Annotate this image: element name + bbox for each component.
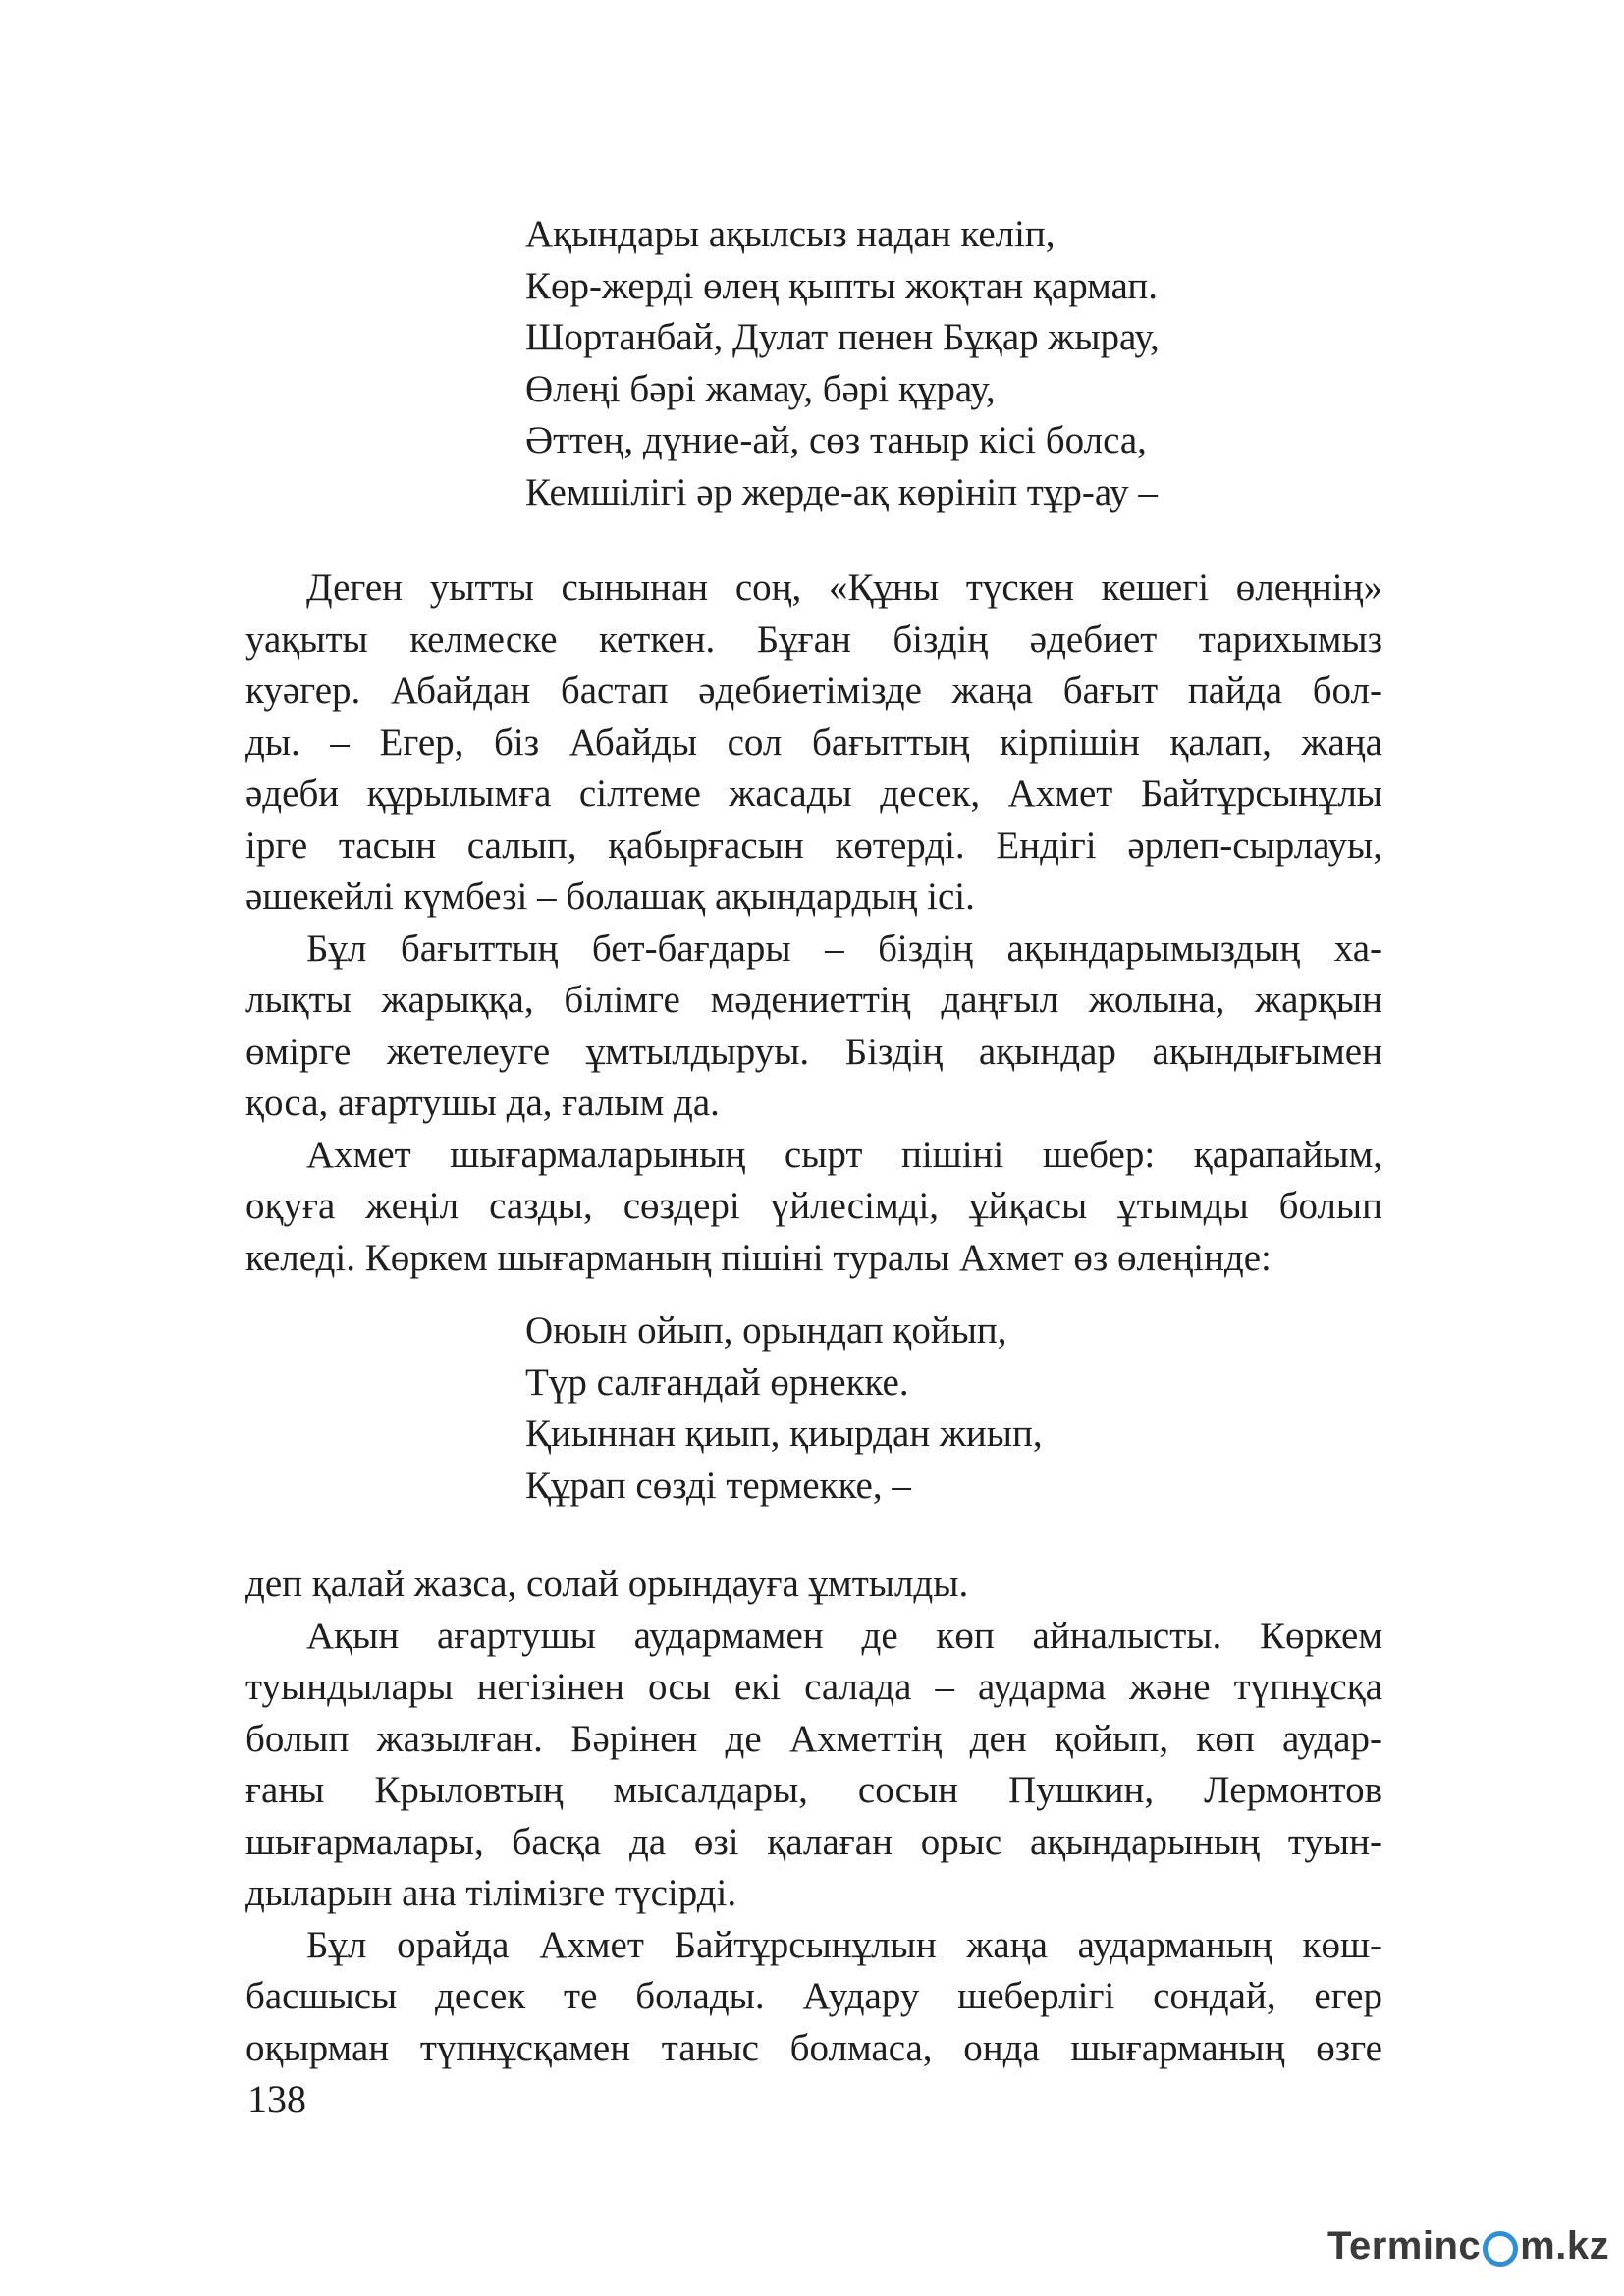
paragraph-line: өмірге жетелеуге ұмтылдыруы. Біздің ақындар ақындығымен xyxy=(245,1030,1382,1073)
paragraph-line: деп қалай жазса, солай орындауға ұмтылды. xyxy=(245,1563,969,1605)
paragraph-line: уақыты келмеске кеткен. Бұған біздің әдебиет тарихымыз xyxy=(245,617,1382,661)
paragraph-line: ғаны Крыловтың мысалдары, сосын Пушкин, Лермонтов xyxy=(245,1769,1382,1811)
paragraph-line: ірге тасын салып, қабырғасын көтерді. Ендігі әрлеп-сырлауы, xyxy=(245,824,1382,867)
paragraph-line: Деген уытты сынынан соң, «Құны түскен кешегі өлеңнің» xyxy=(306,566,1382,609)
paragraph-line: Ахмет шығармаларының сырт пішіні шебер: қарапайым, xyxy=(306,1133,1382,1176)
watermark-part-after: m.kz xyxy=(1520,2223,1610,2268)
poem-line: Көр-жерді өлең қыпты жоқтан қармап. xyxy=(525,264,1158,307)
paragraph-line: оқуға жеңіл сазды, сөздері үйлесімді, ұйқасы ұтымды болып xyxy=(245,1185,1382,1227)
paragraph-line: куәгер. Абайдан бастап әдебиетімізде жаңа бағыт пайда бол- xyxy=(245,669,1382,712)
paragraph-line: келеді. Көркем шығарманың пішіні туралы Ахмет өз өлеңінде: xyxy=(245,1236,1272,1279)
poem-line: Құрап сөзді термекке, – xyxy=(525,1464,911,1507)
paragraph-line: ды. – Егер, біз Абайды сол бағыттың кірпішін қалап, жаңа xyxy=(245,721,1382,764)
paragraph-line: Бұл бағыттың бет-бағдары – біздің ақындарымыздың ха- xyxy=(306,927,1382,970)
paragraph-line: әшекейлі күмбезі – болашақ ақындардың ісі. xyxy=(245,876,975,918)
paragraph-line: болып жазылған. Бәрінен де Ахметтің ден қойып, көп аудар- xyxy=(245,1717,1382,1760)
poem-line: Өлеңі бәрі жамау, бәрі құрау, xyxy=(525,367,996,410)
page-number: 138 xyxy=(247,2077,306,2121)
watermark-part-before: Terminc xyxy=(1327,2223,1482,2268)
watermark-logo xyxy=(1327,2220,1609,2271)
poem-line: Ақындары ақылсыз надан келіп, xyxy=(525,213,1056,255)
poem-stanza-1 xyxy=(525,209,1160,518)
paragraph-line: Бұл орайда Ахмет Байтұрсынұлын жаңа аударманың көш- xyxy=(306,1923,1382,1966)
poem-line: Кемшілігі әр жерде-ақ көрініп тұр-ау – xyxy=(525,470,1158,513)
paragraph-line: туындылары негізінен осы екі салада – аударма және түпнұсқа xyxy=(245,1666,1382,1708)
poem-line: Әттең, дүние-ай, сөз таныр кісі болса, xyxy=(525,419,1147,461)
paragraph-line: лықты жарыққа, білімге мәдениеттің даңғыл жолына, жарқын xyxy=(245,979,1382,1021)
paragraph-line: әдеби құрылымға сілтеме жасады десек, Ахмет Байтұрсынұлы xyxy=(245,773,1382,815)
poem-line: Түр салғандай өрнекке. xyxy=(525,1361,909,1404)
prose-block-2 xyxy=(245,1559,1382,2074)
paragraph-line: шығармалары, басқа да өзі қалаған орыс ақындарының туын- xyxy=(245,1820,1382,1863)
poem-stanza-2 xyxy=(525,1306,1043,1512)
paragraph-line: қоса, ағартушы да, ғалым да. xyxy=(245,1082,720,1124)
paragraph-line: басшысы десек те болады. Аудару шеберлігі сондай, егер xyxy=(245,1975,1382,2017)
poem-line: Оюын ойып, орындап қойып, xyxy=(525,1309,1007,1352)
paragraph-line: оқырман түпнұсқамен таныс болмаса, онда шығарманың өзге xyxy=(245,2026,1382,2069)
paragraph-line: дыларын ана тілімізге түсірді. xyxy=(245,1872,737,1914)
paragraph-line: Ақын ағартушы аудармамен де көп айналысты. Көркем xyxy=(306,1614,1382,1657)
prose-block-1 xyxy=(245,562,1382,1284)
poem-line: Шортанбай, Дулат пенен Бұқар жырау, xyxy=(525,316,1160,358)
poem-line: Қиыннан қиып, қиырдан жиып, xyxy=(525,1413,1043,1455)
watermark-ring-icon xyxy=(1483,2231,1518,2267)
